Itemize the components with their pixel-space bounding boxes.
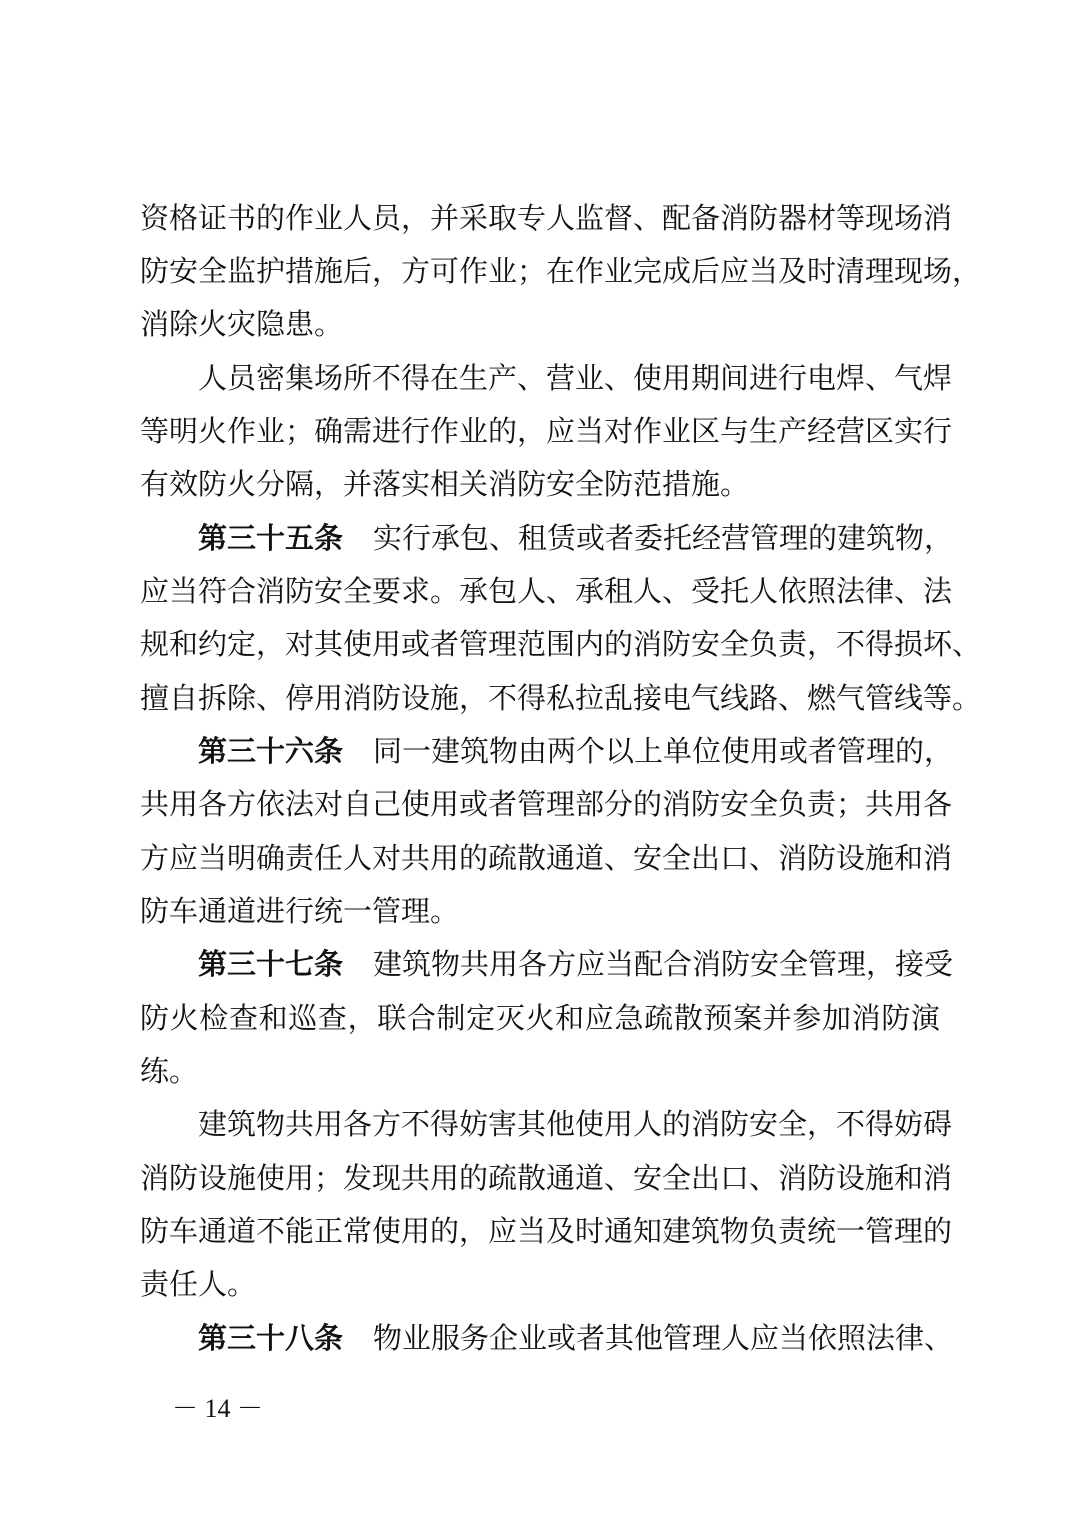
body-text-line: 等明火作业；确需进行作业的，应当对作业区与生产经营区实行 xyxy=(140,414,953,448)
body-text-line: 防火检查和巡查，联合制定灭火和应急疏散预案并参加消防演 xyxy=(140,1001,940,1035)
body-text-line: 练。 xyxy=(140,1054,199,1088)
body-text-line: 责任人。 xyxy=(140,1267,257,1301)
body-text-line: 同一建筑物由两个以上单位使用或者管理的， xyxy=(373,734,954,768)
article-36-first-line xyxy=(198,729,954,773)
body-text-line: 物业服务企业或者其他管理人应当依照法律、 xyxy=(373,1321,954,1355)
article-38-title: 第三十八条 xyxy=(198,1321,344,1355)
article-35-title: 第三十五条 xyxy=(198,521,344,555)
body-text-line: 人员密集场所不得在生产、营业、使用期间进行电焊、气焊 xyxy=(198,361,953,395)
article-38-first-line xyxy=(198,1316,954,1360)
article-35-first-line xyxy=(198,516,954,560)
body-text-line: 防车通道不能正常使用的，应当及时通知建筑物负责统一管理的 xyxy=(140,1214,953,1248)
article-36-title: 第三十六条 xyxy=(198,734,344,768)
body-text-line: 资格证书的作业人员，并采取专人监督、配备消防器材等现场消 xyxy=(140,201,953,235)
body-text-line: 建筑物共用各方应当配合消防安全管理，接受 xyxy=(373,947,954,981)
body-text-line: 建筑物共用各方不得妨害其他使用人的消防安全，不得妨碍 xyxy=(198,1107,953,1141)
page-number: － 14 － xyxy=(172,1394,264,1423)
body-text-line: 消除火灾隐患。 xyxy=(140,307,344,341)
body-text-line: 方应当明确责任人对共用的疏散通道、安全出口、消防设施和消 xyxy=(140,841,953,875)
body-text-line: 擅自拆除、停用消防设施，不得私拉乱接电气线路、燃气管线等。 xyxy=(140,681,982,715)
body-text-line: 应当符合消防安全要求。承包人、承租人、受托人依照法律、法 xyxy=(140,574,953,608)
article-37-title: 第三十七条 xyxy=(198,947,344,981)
body-text-line: 防安全监护措施后，方可作业；在作业完成后应当及时清理现场， xyxy=(140,254,982,288)
body-text-line: 共用各方依法对自己使用或者管理部分的消防安全负责；共用各 xyxy=(140,787,953,821)
article-37-first-line xyxy=(198,942,954,986)
body-text-line: 规和约定，对其使用或者管理范围内的消防安全负责，不得损坏、 xyxy=(140,627,982,661)
body-text-line: 消防设施使用；发现共用的疏散通道、安全出口、消防设施和消 xyxy=(140,1161,953,1195)
body-text-line: 实行承包、租赁或者委托经营管理的建筑物， xyxy=(373,521,954,555)
body-text-line: 有效防火分隔，并落实相关消防安全防范措施。 xyxy=(140,467,750,501)
body-text-line: 防车通道进行统一管理。 xyxy=(140,894,460,928)
